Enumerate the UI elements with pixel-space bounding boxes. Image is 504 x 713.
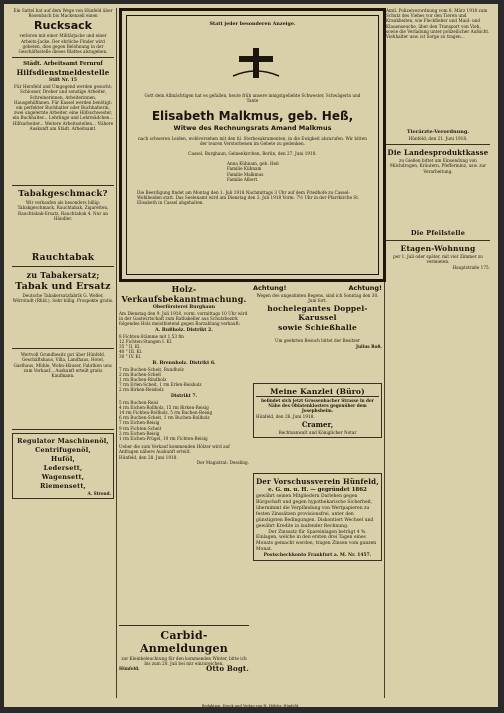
- ad-signature: Julius Roß.: [356, 343, 382, 349]
- notice-body: nach schweren Leiden, wohlversehen mit den hl. Sterbesakramenten, in die Ewigkeit abzurufen. Wir bitten der teuren Verstorbenen im Gebete zu gedenken.: [138, 135, 367, 146]
- ad-headline: hochelegantes Doppel-Karussel: [267, 304, 368, 323]
- ad-place: Hünfeld, den 21. Juni 1918.: [408, 136, 468, 141]
- imprint: Redaktion, Druck und Verlag von H. Höhler, Hünfeld.: [201, 703, 300, 707]
- ad-text: verloren mit einer Militärjacke und einer Arbeits-Jacke. Der ehrliche Finder wird gebeten, dies gegen Belohnung in der Geschäftsstelle dieses Blattes abzugeben.: [18, 33, 108, 55]
- ad-headline: Der Vorschussverein Hünfeld,: [256, 477, 379, 486]
- tabakersatz-ad: [12, 270, 114, 345]
- ad-headline: Etagen-Wohnung: [400, 244, 476, 254]
- ad-text: Wegen des ungeahnten Regens, sind ich Sonntag den 30. Juni fort.: [256, 293, 379, 304]
- ad-role: Rechtsanwalt und Königlicher Notar: [278, 429, 357, 435]
- ad-headline: Regulator Maschinenöl,: [17, 437, 109, 446]
- ad-headline: Die Landesproduktkasse: [387, 148, 489, 158]
- ad-account: Postscheckkonto Frankfurt a. M. Nr. 1457.: [263, 553, 372, 559]
- ad-item: Huföl,: [51, 455, 75, 464]
- column-divider: [116, 8, 117, 698]
- vorschussverein-ad: [253, 473, 382, 561]
- announcement-title: Holz-Verkaufsbekanntmachung.: [121, 284, 247, 304]
- death-notice: [119, 8, 386, 282]
- deceased-subtitle: Witwe des Rechnungsrats Amand Malkmus: [173, 123, 332, 132]
- ad-item: Riemensett,: [39, 482, 86, 491]
- notice-place: Cassel, Burghaun, Gelnenkirchen, Berlin, den 27. Juni 1918.: [188, 151, 317, 157]
- kanzlei-ad: [253, 383, 382, 438]
- wood-row: 5 rm Buchen-Reisi: [119, 399, 159, 405]
- notice-intro: Gott dem Allmächtigen hat es gefallen, heute früh unsere innigstgeliebte Schwester, Schwägerin und Tante: [144, 93, 361, 104]
- ad-headline: Achtung!: [253, 284, 287, 292]
- announcement-text: Am Dienstag den 9. Juli 1918, vorm. vormittags 10 Uhr wird in der Gastwirtschaft zum Rathskeller aus Schutzbezirk folgendes Holz meistbietend gegen Barzahlung verkauft:: [119, 311, 248, 327]
- wood-row: 7 rm Erlen-Scheit, 1 rm Erlen-Reisholz: [119, 382, 202, 388]
- oel-ad: [12, 433, 114, 499]
- ad-headline: Carbid-Anmeldungen: [140, 629, 228, 655]
- ad-headline: Städt. Arbeitsamt Fernruf: [23, 61, 103, 68]
- arbeitsamt-ad: [12, 61, 114, 182]
- family-name: Familie Kühnam: [227, 166, 262, 172]
- ad-item: Ledersett,: [43, 464, 83, 473]
- wood-row: 1 rm Buchen-Rindholz: [119, 377, 167, 383]
- wood-row: 7 rm Eichen-Reisig: [119, 420, 160, 426]
- ad-signature: Cramer,: [301, 419, 334, 429]
- holz-announcement: [119, 283, 249, 465]
- wertvoll-ad: Wertvoll Grundbesitz gut über Hünfeld. Geschäftshaus, Villa, Landhaus, Hotel, Gasthaus, Mühle, Wohn-Häuser, Fabriken usw. zum Verkauf... Auskunft erteilt gratis Kaufmann.: [13, 352, 113, 379]
- announcement-sub: Oberförsterei Burghaun: [152, 305, 216, 310]
- landesproduktkasse-ad: [386, 148, 490, 237]
- right-column: [386, 8, 490, 270]
- ad-text: Deutsche Tabakersatzfabrik G. Weller, Wörrstadt (Rhld.). Sehr billig. Prospekte gratis.: [12, 293, 114, 304]
- ad-text: Wir verkaufen als besonders billig: Tabakgeschmack, Rauchtabak, Zigaretten, Rauchtabak-Ersatz, Rauchtabak 4. Nur an Händler.: [17, 200, 109, 221]
- newspaper-page: [4, 4, 498, 707]
- wood-row: 4 rm Eichen-Rollholz, 15 rm Birken-Reisig: [119, 404, 209, 410]
- ad-headline: zu Tabakersatz;: [26, 270, 100, 281]
- ad-item: Wagensett,: [41, 473, 85, 482]
- ad-headline: Hilfsdienstmeldestelle: [16, 68, 110, 78]
- ad-text: zur Kleinbeleuchtung für den kommenden Winter, bitte ich bis zum 20. Juli bei mir einzureichen.: [121, 656, 247, 667]
- karbid-ad: [119, 622, 249, 672]
- cross-icon: [231, 46, 281, 80]
- ad-subhead: e. G. m. u. H. — gegründet 1862: [268, 487, 367, 493]
- section-heading: Distrikt 7.: [170, 393, 198, 399]
- ad-text: Für Hersfeld und Umgegend werden gesucht: Schlosser, Dreher und sonstige Arbeiter, Schreinerinnen, Arbeiterinnen, Hausgehilfinnen. Für Kassel werden benötigt: ein perfekter Buchhalter oder Buchhalterin, zwei ungelernte Arbeiter, eine Hilfsschwester, ein Buchhalter... Lehrlinge und Lehrmädchen... Hilfsarbeiter... Weitere Arbeitsstellen... Nähere Auskunft am Städt. Arbeitsamt.: [12, 84, 114, 131]
- wood-row: 9 rm Fichten-Scheit: [119, 425, 162, 431]
- family-name: Familie Albert.: [227, 176, 259, 182]
- ad-text: Ein Sattel hat auf dem Wege von Hünfeld über Rosenbach bis Mackenzell einen: [13, 8, 113, 19]
- announcement-place: Hünfeld, den 28. Juni 1918.: [119, 454, 178, 460]
- wood-row: 35 " II. Kl.: [119, 344, 141, 350]
- ad-text: Einlagen, welche in den ersten drei Tagen eines Monats gemacht werden, tragen Zinsen vom ganzen Monat.: [256, 535, 377, 553]
- ad-headline: Achtung!: [348, 284, 382, 292]
- section-heading: A. Rußholz. Distrikt 2.: [155, 327, 213, 333]
- notice-funeral: Die Beerdigung findet am Montag den 1. Juli 1918 Nachmittags 3 Uhr auf dem Friedhofe zu Cassel-Wehlheiden statt. Das Seelenamt wird am Dienstag den 2. Juli 1918 Vorm. 7½ Uhr in der Pfarrkirche St. Elisabeth in Cassel abgehalten.: [137, 190, 360, 206]
- wood-row: 12 Fichten-Stangen I. Kl.: [119, 338, 173, 344]
- ad-signature: Otto Bogt.: [206, 664, 249, 674]
- ad-text: befindet sich jetzt Grossenbacher Strasse in der Nähe des Oblatenklosters gegenüber dem Josephsheim.: [261, 398, 374, 414]
- wood-row: 14 rm Fichten-Rollholz, 5 rm Buchen-Reisig: [119, 410, 213, 416]
- ad-headline: Rucksack: [34, 19, 92, 33]
- ad-signature: Hauptstraße 175.: [452, 264, 490, 270]
- ad-headline: Tabakgeschmack?: [18, 189, 108, 200]
- deceased-name: Elisabeth Malkmus, geb. Heß,: [151, 108, 354, 123]
- ad-text: Amtl. Polizeiverordnung vom 8. März 1918 zum Schutz des Viehes vor den Tieren und Krankheiten, wie Fleckfieber und Maul- und Klauenseuche, über den Transport von Vieh, sowie die Verladung unter polizeilicher Aufsicht. Viehhalter usw. ist Sorge zu tragen...: [386, 8, 490, 40]
- wood-row: 2 rm Eichen-Reisig: [119, 430, 160, 436]
- wood-row: 2 rm Birken-Reisholz: [119, 387, 164, 393]
- ad-place: Hünfeld.: [119, 666, 140, 672]
- announcement-note: Ueber die zum Verkauf kommenden Hölzer wird auf Anfragen nähere Auskunft erteilt.: [119, 444, 230, 455]
- wood-row: 6 rm Buchen-Scheit, 1 rm Buchen-Rollholz: [119, 415, 210, 421]
- tabak-ad: Tabakgeschmack? Wir verkaufen als besonders billig: Tabakgeschmack, Rauchtabak, Zigaretten, Rauchtabak-Ersatz, Rauchtabak 4. Nur an Händler. Rauchtabak: [12, 189, 114, 263]
- family-list: [227, 161, 378, 182]
- ad-text: per 1. Juli oder später, mit vier Zimmer zu vermieten.: [393, 254, 483, 265]
- wood-row: 2 rm Buchen-Scheit: [119, 371, 162, 377]
- notice-preheader: Statt jeder besonderen Anzeige.: [209, 21, 296, 27]
- ad-place: Hünfeld, den 26. Juni 1918.: [256, 413, 315, 419]
- ad-headline: Tierärzte-Verordnung.: [406, 129, 470, 135]
- polizei-ad: [386, 8, 490, 128]
- left-column: [12, 8, 114, 502]
- wood-row: 40 " III. Kl.: [119, 349, 143, 355]
- ad-text: Um geehrten Besuch bittet der Besitzer: [275, 338, 360, 344]
- ad-headline: Die Pfeilstelle: [410, 229, 466, 238]
- announcement-signature: Der Magistrat: Dessling.: [196, 459, 249, 465]
- ad-rate: Der Zinssatz für Spareinlagen beträgt 4 %.: [268, 530, 367, 535]
- ad-headline: Meine Kanzlei (Büro): [256, 387, 379, 397]
- section-heading: B. Brennholz. Distrikt 6.: [152, 360, 216, 366]
- wood-row: 1 rm Eichen-Prügel, 10 rm Fichten-Reisig: [119, 436, 208, 442]
- ad-headline: Tabak und Ersatz: [15, 281, 111, 293]
- family-name: Familie Malkmus: [227, 171, 264, 177]
- rucksack-ad: [12, 8, 114, 54]
- wood-row: 7 rm Buchen-Scheit, Rundholz: [119, 366, 184, 372]
- wohnung-ad: [386, 244, 490, 270]
- wood-row: 8 Fichten-Stämme mit 1,53 fm: [119, 333, 184, 339]
- ad-signature: A. Stroud.: [87, 491, 111, 497]
- wood-row: 30 " IV. Kl.: [119, 354, 142, 360]
- ad-text: zu Gießen bittet um Einsendung von Milchdrogen, Kräutern, Pfefferminz, usw. zur Verarbeitung.: [389, 158, 487, 174]
- family-name: Anna Kühnam, geb. Heß: [227, 161, 279, 167]
- achtung-ad: [253, 283, 382, 349]
- ad-item: Centrifugenöl,: [35, 446, 91, 455]
- ad-subhead: Stift Nr. 15: [48, 78, 78, 84]
- ad-text: gewährt seinen Mitgliedern Darlehen gegen Bürgschaft und gegen hypothekarische Sicherheit, übernimmt die Verpfändung von Wertpapieren zu festen Zinssätzen provisionsfrei, unter den günstigsten Bedingungen. Diskontiert Wechsel und gewährt Kredite in laufender Rechnung.: [256, 494, 374, 529]
- ad-headline: sowie Schießhalle: [278, 323, 357, 333]
